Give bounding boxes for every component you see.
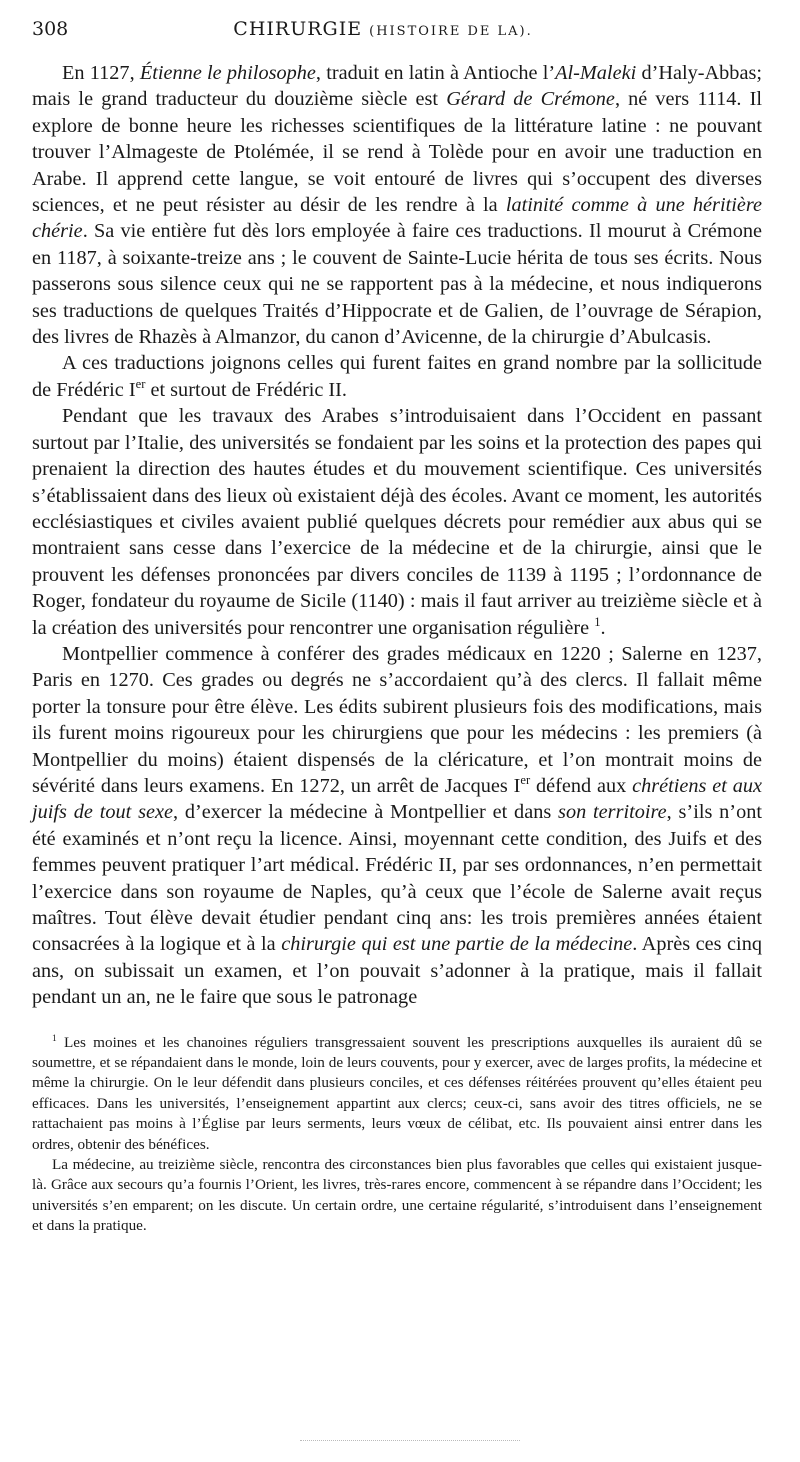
- paragraph-2: [32, 350, 762, 403]
- text-run: , d’exercer la médecine à Montpellier et dans: [172, 801, 559, 824]
- text-run: . Sa vie entière fut dès lors employée à faire ces traductions. Il mourut à Crémone en 1187, à soixante-treize ans ; le couvent de Sainte-Lucie hérita de tous ses écrits. Nous passerons sous silence ceux qui ne se rapportent pas à la médecine, et nous indiquerons ses traductions de quelques Traités d’Hippocrate et de Galien, de l’ouvrage de Sérapion, des livres de Rhazès à Almanzor, du canon d’Avicenne, de la chirurgie d’Abulcasis.: [32, 220, 762, 349]
- paragraph-4: [32, 641, 762, 1011]
- paragraph-3: [32, 403, 762, 641]
- running-head: [32, 18, 762, 58]
- body-text: [32, 60, 762, 1011]
- footnote-text: La médecine, au treizième siècle, rencontra des circonstances bien plus favorables que celles qui existaient jusque-là. Grâce aux secours qu’a fournis l’Orient, les livres, très-rares encore, commencent à se répandre dans l’Occident; les universités s’en emparent; on les discute. Un certain ordre, une certaine régularité, s’introduisent dans l’enseignement et dans la pratique.: [32, 1156, 762, 1235]
- text-run: . Après ces cinq ans, on subissait un examen, et l’on pouvait s’adonner à la pratique, mais il fallait pendant un an, ne le faire que sous le patronage: [32, 933, 762, 1009]
- text-run: défend aux: [530, 774, 633, 797]
- paragraph-1: [32, 60, 762, 350]
- text-run: , né vers 1114. Il explore de bonne heure les richesses scientifiques de la littérature latine : ne pouvant trouver l’Almageste de Ptolémée, il se rend à Tolède pour en avoir une traduction en Arabe. Il apprend cette langue, se voit entouré de livres qui s’occupent des diverses sciences, et ne peut résister au désir de les rendre à la: [32, 88, 762, 217]
- footnote-ref: 1: [594, 614, 601, 629]
- italic-run: Al-Maleki: [555, 62, 637, 84]
- text-run: et surtout de Frédéric II.: [145, 378, 348, 401]
- text-run: En 1127,: [62, 62, 140, 84]
- running-title-sub: (HISTOIRE DE LA).: [369, 24, 533, 39]
- footnotes: [32, 1033, 762, 1237]
- footnote-mark: 1: [52, 1033, 57, 1044]
- text-run: Montpellier commence à conférer des grades médicaux en 1220 ; Salerne en 1237, Paris en 1270. Ces grades ou degrés ne s’accordaient qu’à des clercs. Il fallait même porter la tonsure pour être élève. Les édits subirent plusieurs fois des modifications, mais ils furent moins rigoureux pour les chirurgiens que pour les médecins : les premiers (à Montpellier du moins) étaient dispensés de la cléricature, et l’on montrait moins de sévérité dans leurs examens. En 1272, un arrêt de Jacques I: [32, 642, 762, 797]
- italic-run: Étienne le philosophe: [139, 62, 316, 84]
- italic-run: Gérard de Crémone: [446, 88, 615, 111]
- italic-run: son territoire: [558, 801, 667, 824]
- superscript: er: [520, 773, 531, 788]
- text-run: , s’ils n’ont été examinés et n’ont reçu la licence. Ainsi, moyennant cette condition, des Juifs et des femmes peuvent pratiquer l’art médical. Frédéric II, par ses ordonnances, n’en permettait l’exercice dans son royaume de Naples, qu’à ceux que l’école de Salerne avait reçus maîtres. Tout élève devait étudier pendant cinq ans: les trois premières années étaient consacrées à la logique et à la: [32, 801, 762, 956]
- text-run: d’Haly-Abbas; mais le grand traducteur du douzième siècle est: [32, 62, 762, 111]
- bottom-bleed-through: [300, 1440, 520, 1442]
- footnote-continuation: [32, 1155, 762, 1237]
- footnote-1: [32, 1033, 762, 1155]
- running-title: [124, 18, 762, 40]
- italic-run: chirurgie qui est une partie de la médecine: [281, 933, 633, 956]
- text-run: , traduit en latin à Antioche l’: [315, 62, 556, 84]
- footnote-text: Les moines et les chanoines réguliers transgressaient souvent les prescriptions auxquelles ils auraient dû se soumettre, et se répandaient dans le monde, loin de leurs couvents, pour y exercer, avec de larges profits, la médecine et même la chirurgie. On le leur défendit dans plusieurs conciles, et ces défenses réitérées prouvent qu’elles étaient peu efficaces. Dans les universités, l’enseignement appartint aux clercs; ceux-ci, sans avoir des titres officiels, ne se rattachaient pas moins à l’Église par leurs serments, leurs vœux de célibat, etc. Ils pouvaient ainsi entrer dans les ordres, obtenir des bénéfices.: [32, 1033, 762, 1153]
- text-run: Pendant que les travaux des Arabes s’introduisaient dans l’Occident en passant surtout par l’Italie, des universités se fondaient par les soins et la protection des papes qui prenaient la direction des hautes études et du mouvement scientifique. Ces universités s’établissaient dans des lieux où existaient déjà des écoles. Avant ce moment, les autorités ecclésiastiques et civiles avaient publié quelques décrets pour remédier aux abus qui se montraient sans cesse dans l’exercice de la médecine et de la chirurgie, ainsi que le prouvent les défenses prononcées par divers conciles de 1139 à 1195 ; l’ordonnance de Roger, fondateur du royaume de Sicile (1140) : mais il faut arriver au treizième siècle et à la création des universités pour rencontrer une organisation régulière: [32, 405, 762, 639]
- text-run: A ces traductions joignons celles qui furent faites en grand nombre par la sollicitude de Frédéric I: [32, 352, 762, 401]
- superscript: er: [135, 377, 146, 392]
- running-title-main: CHIRURGIE: [233, 18, 363, 40]
- text-run: .: [600, 616, 606, 639]
- italic-run: latinité comme à une héritière chérie: [32, 194, 762, 243]
- page-number: 308: [32, 18, 69, 40]
- italic-run: chrétiens et aux juifs de tout sexe: [32, 774, 763, 824]
